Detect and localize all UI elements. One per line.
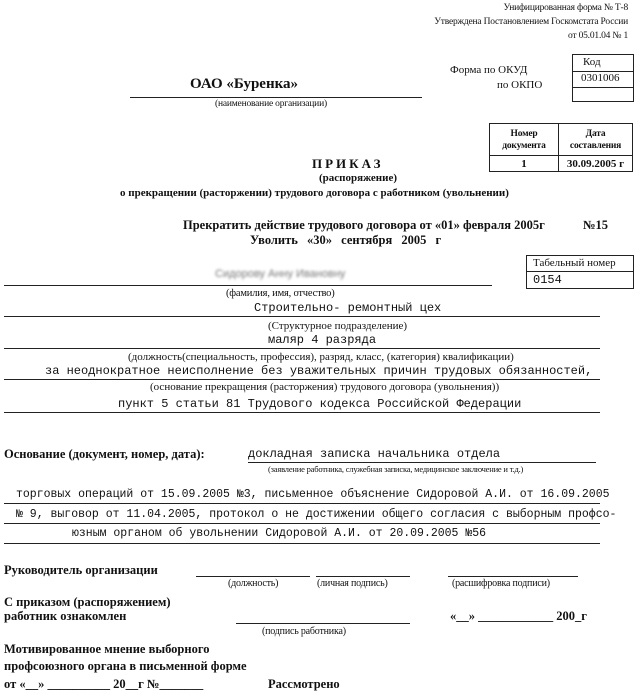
employee-name-caption: (фамилия, имя, отчество) xyxy=(226,288,335,299)
position-caption: (должность(специальность, профессия), разряд, класс, (категория) квалификации) xyxy=(128,351,514,363)
acquainted-date: «__» ____________ 200_г xyxy=(450,609,587,623)
title-prikaz: ПРИКАЗ xyxy=(312,156,384,171)
basis-label: Основание (документ, номер, дата): xyxy=(4,447,205,461)
dismiss-date: Уволить «30» сентября 2005 г xyxy=(250,233,442,247)
department: Строительно- ремонтный цех xyxy=(254,301,442,315)
acquainted-line1: С приказом (распоряжением) xyxy=(4,595,171,609)
kod-label: Код xyxy=(583,56,601,68)
head-position-caption: (должность) xyxy=(228,578,279,589)
contract-number: №15 xyxy=(583,218,609,232)
law-article: пункт 5 статьи 81 Трудового кодекса Российской Федерации xyxy=(118,397,522,411)
employee-name: Сидорову Анну Ивановну xyxy=(215,268,346,280)
tab-number-box xyxy=(526,255,634,289)
head-signature-caption: (личная подпись) xyxy=(317,578,388,589)
code-box xyxy=(572,54,634,102)
union-date-line: от «__» __________ 20__г №_______ xyxy=(4,677,204,691)
organization-name: ОАО «Буренка» xyxy=(190,76,299,92)
doc-number-value: 1 xyxy=(490,156,559,172)
contract-terminate: Прекратить действие трудового договора от «01» февраля 2005г xyxy=(183,218,545,232)
organization-caption: (наименование организации) xyxy=(215,99,327,109)
union-line1: Мотивированное мнение выборного xyxy=(4,642,210,656)
basis-details-line2: № 9, выговор от 11.04.2005, протокол о не достижении общего согласия с выборным профсо- xyxy=(16,508,617,521)
title-sub: (распоряжение) xyxy=(319,172,398,184)
position: маляр 4 разряда xyxy=(268,333,377,347)
doc-number-header: Номер документа xyxy=(490,124,559,156)
okud-value: 0301006 xyxy=(581,72,620,84)
okpo-label: по ОКПО xyxy=(497,79,543,91)
head-label: Руководитель организации xyxy=(4,563,158,577)
employee-sign-caption: (подпись работника) xyxy=(262,626,346,637)
doc-number-table xyxy=(489,123,633,172)
basis-details-line3: юзным органом об увольнении Сидоровой А.И. от 20.09.2005 №56 xyxy=(72,527,487,540)
tab-number-label: Табельный номер xyxy=(533,257,616,269)
basis-caption: (заявление работника, служебная записка, медицинское заключение и т.д.) xyxy=(268,464,524,474)
basis-details-line1: торговых операций от 15.09.2005 №3, письменное объяснение Сидоровой А.И. от 16.09.2005 xyxy=(16,488,610,501)
title-subject: о прекращении (расторжении) трудового договора с работником (увольнении) xyxy=(120,187,509,199)
union-line2: профсоюзного органа в письменной форме xyxy=(4,659,247,673)
dismissal-reason: за неоднократное неисполнение без уважительных причин трудовых обязанностей, xyxy=(45,364,593,378)
doc-date-value: 30.09.2005 г xyxy=(559,156,633,172)
acquainted-line2: работник ознакомлен xyxy=(4,609,127,623)
reason-caption: (основание прекращения (расторжения) трудового договора (увольнения)) xyxy=(150,381,500,393)
head-decode-caption: (расшифровка подписи) xyxy=(452,578,550,589)
form-name: Унифицированная форма № Т-8 xyxy=(503,3,628,13)
approved-date: от 05.01.04 № 1 xyxy=(568,31,628,41)
okud-label: Форма по ОКУД xyxy=(450,64,528,76)
doc-date-header: Дата составления xyxy=(559,124,633,156)
basis-value: докладная записка начальника отдела xyxy=(248,447,501,461)
approved-by: Утверждена Постановлением Госкомстата России xyxy=(434,17,628,27)
tab-number-value: 0154 xyxy=(533,273,562,287)
union-reviewed: Рассмотрено xyxy=(268,677,340,691)
department-caption: (Структурное подразделение) xyxy=(268,320,408,332)
